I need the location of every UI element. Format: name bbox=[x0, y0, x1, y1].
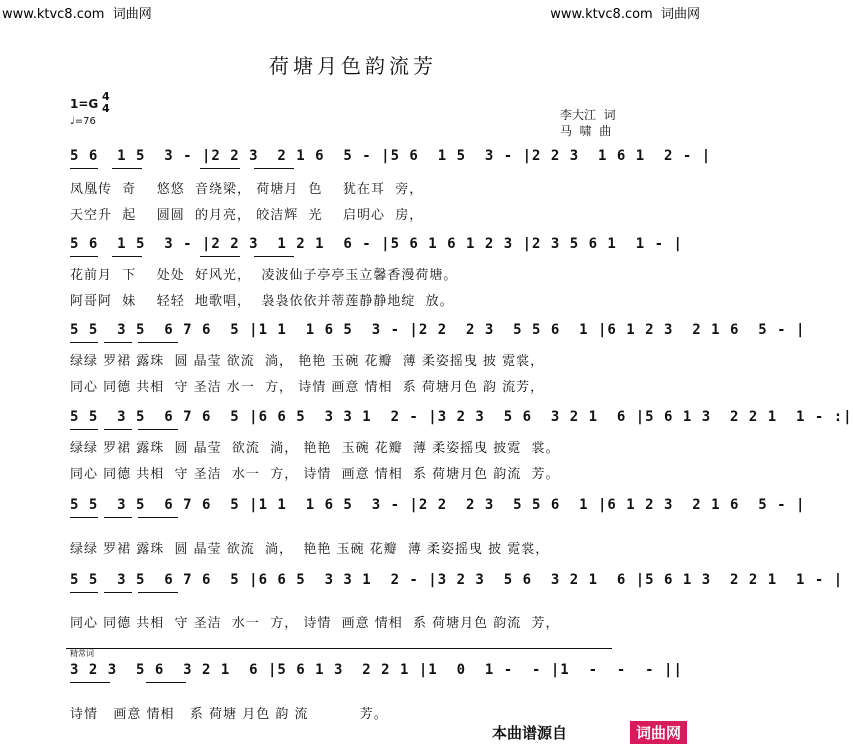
lyric-line: 同心 同德 共相 守 圣洁 水一 方， 诗情 画意 情相 系 荷塘月色 韵流 芳， bbox=[70, 616, 560, 631]
notation-line: 5 5 3 5 6 7 6 5 |6 6 5 3 3 1 2 - |3 2 3 5 6 3 2 1 6 |5 6 1 3 2 2 1 1 - :| bbox=[70, 409, 853, 425]
notation-line: 3 2 3 5 6 3 2 1 6 |5 6 1 3 2 2 1 |1 0 1 - - |1 - - - || bbox=[70, 662, 683, 678]
lyricist-credit: 李大江 词 bbox=[560, 108, 616, 122]
watermark-right: www.ktvc8.com 词曲网 bbox=[550, 7, 700, 22]
time-signature-bottom: 4 bbox=[102, 102, 110, 115]
time-signature-top: 4 bbox=[102, 90, 110, 103]
site-logo[interactable]: 词曲网 bbox=[630, 721, 687, 744]
lyric-line: 绿绿 罗裙 露珠 圆 晶莹 欲流 淌， 艳艳 玉碗 花瓣 薄 柔姿摇曳 披 霓裳， bbox=[70, 542, 550, 557]
lyric-line: 花前月 下 处处 好风光， 凌波仙子亭亭玉立馨香漫荷塘。 bbox=[70, 268, 458, 283]
notation-line: 5 5 3 5 6 7 6 5 |6 6 5 3 3 1 2 - |3 2 3 5 6 3 2 1 6 |5 6 1 3 2 2 1 1 - | bbox=[70, 572, 844, 588]
notation-line: 5 5 3 5 6 7 6 5 |1 1 1 6 5 3 - |2 2 2 3 5 5 6 1 |6 1 2 3 2 1 6 5 - | bbox=[70, 322, 806, 338]
song-title: 荷塘月色韵流芳 bbox=[269, 54, 437, 78]
lyric-line: 绿绿 罗裙 露珠 圆 晶莹 欲流 淌， 艳艳 玉碗 花瓣 薄 柔姿摇曳 披 霓裳， bbox=[70, 354, 545, 369]
lyric-line: 凤凰传 奇 悠悠 音绕梁， 荷塘月 色 犹在耳 旁， bbox=[70, 182, 424, 197]
tempo-marking: ♩=76 bbox=[70, 116, 96, 127]
composer-credit: 马 啸 曲 bbox=[560, 124, 612, 138]
lyric-line: 阿哥阿 妹 轻轻 地歌唱， 袅袅依依并蒂莲静静地绽 放。 bbox=[70, 294, 454, 309]
key-signature: 1=G bbox=[70, 97, 99, 111]
lyric-line: 同心 同德 共相 守 圣洁 水一 方， 诗情 画意 情相 系 荷塘月色 韵流 芳。 bbox=[70, 467, 560, 482]
notation-line: 5 5 3 5 6 7 6 5 |1 1 1 6 5 3 - |2 2 2 3 5 5 6 1 |6 1 2 3 2 1 6 5 - | bbox=[70, 497, 806, 513]
section-marker: 精常词 bbox=[70, 649, 94, 658]
lyric-line: 同心 同德 共相 守 圣洁 水一 方， 诗情 画意 情相 系 荷塘月色 韵 流芳， bbox=[70, 380, 545, 395]
notation-line: 5 6 1 5 3 - |2 2 3 1 2 1 6 - |5 6 1 6 1 2 3 |2 3 5 6 1 1 - | bbox=[70, 236, 683, 252]
lyric-line: 天空升 起 圆圆 的月亮， 皎洁辉 光 启明心 房， bbox=[70, 208, 424, 223]
notation-line: 5 6 1 5 3 - |2 2 3 2 1 6 5 - |5 6 1 5 3 - |2 2 3 1 6 1 2 - | bbox=[70, 148, 712, 164]
source-label: 本曲谱源自 bbox=[492, 724, 568, 742]
lyric-line: 绿绿 罗裙 露珠 圆 晶莹 欲流 淌， 艳艳 玉碗 花瓣 薄 柔姿摇曳 披霓 裳。 bbox=[70, 441, 560, 456]
lyric-line: 诗情 画意 情相 系 荷塘 月色 韵 流 芳。 bbox=[70, 707, 388, 722]
watermark-left: www.ktvc8.com 词曲网 bbox=[2, 7, 152, 22]
